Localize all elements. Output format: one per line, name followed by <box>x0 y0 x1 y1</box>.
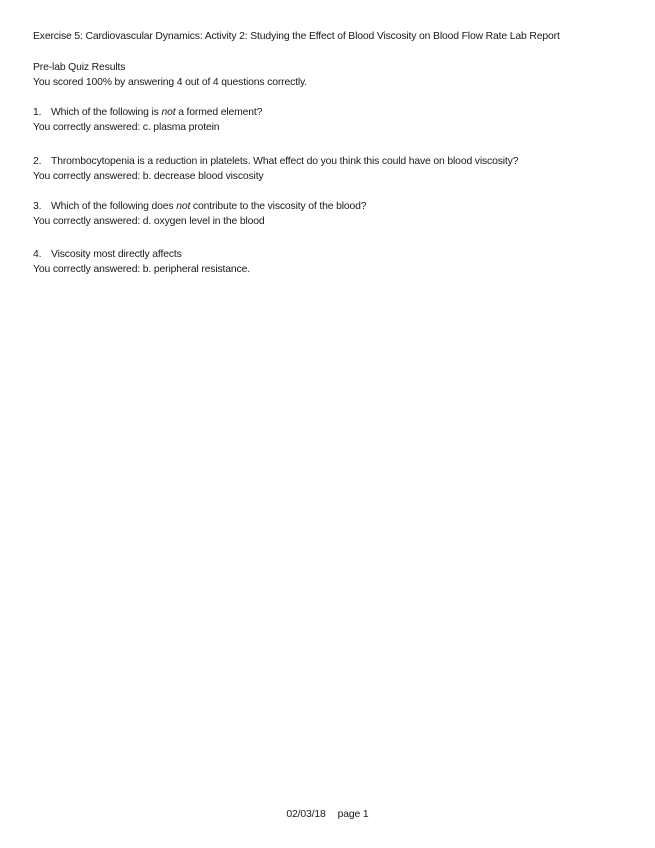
page-footer <box>0 809 655 820</box>
question-answer: You correctly answered: c. plasma protein <box>33 122 220 133</box>
question-number: 2. <box>33 156 42 167</box>
quiz-results-heading: Pre-lab Quiz Results <box>33 62 126 73</box>
question-4 <box>33 249 250 275</box>
question-answer: You correctly answered: d. oxygen level in the blood <box>33 216 265 227</box>
question-number: 3. <box>33 201 42 212</box>
question-number: 4. <box>33 249 42 260</box>
question-text: 1. Which of the following is not a formed element? <box>33 107 263 118</box>
footer-date: 02/03/18 <box>286 809 326 820</box>
quiz-score-text: You scored 100% by answering 4 out of 4 questions correctly. <box>33 77 308 88</box>
question-text: 4. Viscosity most directly affects <box>33 249 182 260</box>
question-answer: You correctly answered: b. peripheral resistance. <box>33 264 250 275</box>
page-number: page 1 <box>337 809 369 820</box>
report-title: Exercise 5: Cardiovascular Dynamics: Activity 2: Studying the Effect of Blood Viscosity on Blood Flow Rate Lab Report <box>33 31 560 42</box>
question-1 <box>33 107 262 133</box>
emphasis-text: not <box>176 201 191 212</box>
question-text: 3. Which of the following does not contribute to the viscosity of the blood? <box>33 201 367 212</box>
question-number: 1. <box>33 107 42 118</box>
emphasis-text: not <box>161 107 176 118</box>
question-3 <box>33 201 366 227</box>
question-text: 2. Thrombocytopenia is a reduction in platelets. What effect do you think this could have on blood viscosity? <box>33 156 519 167</box>
question-2 <box>33 156 518 182</box>
question-answer: You correctly answered: b. decrease blood viscosity <box>33 171 264 182</box>
